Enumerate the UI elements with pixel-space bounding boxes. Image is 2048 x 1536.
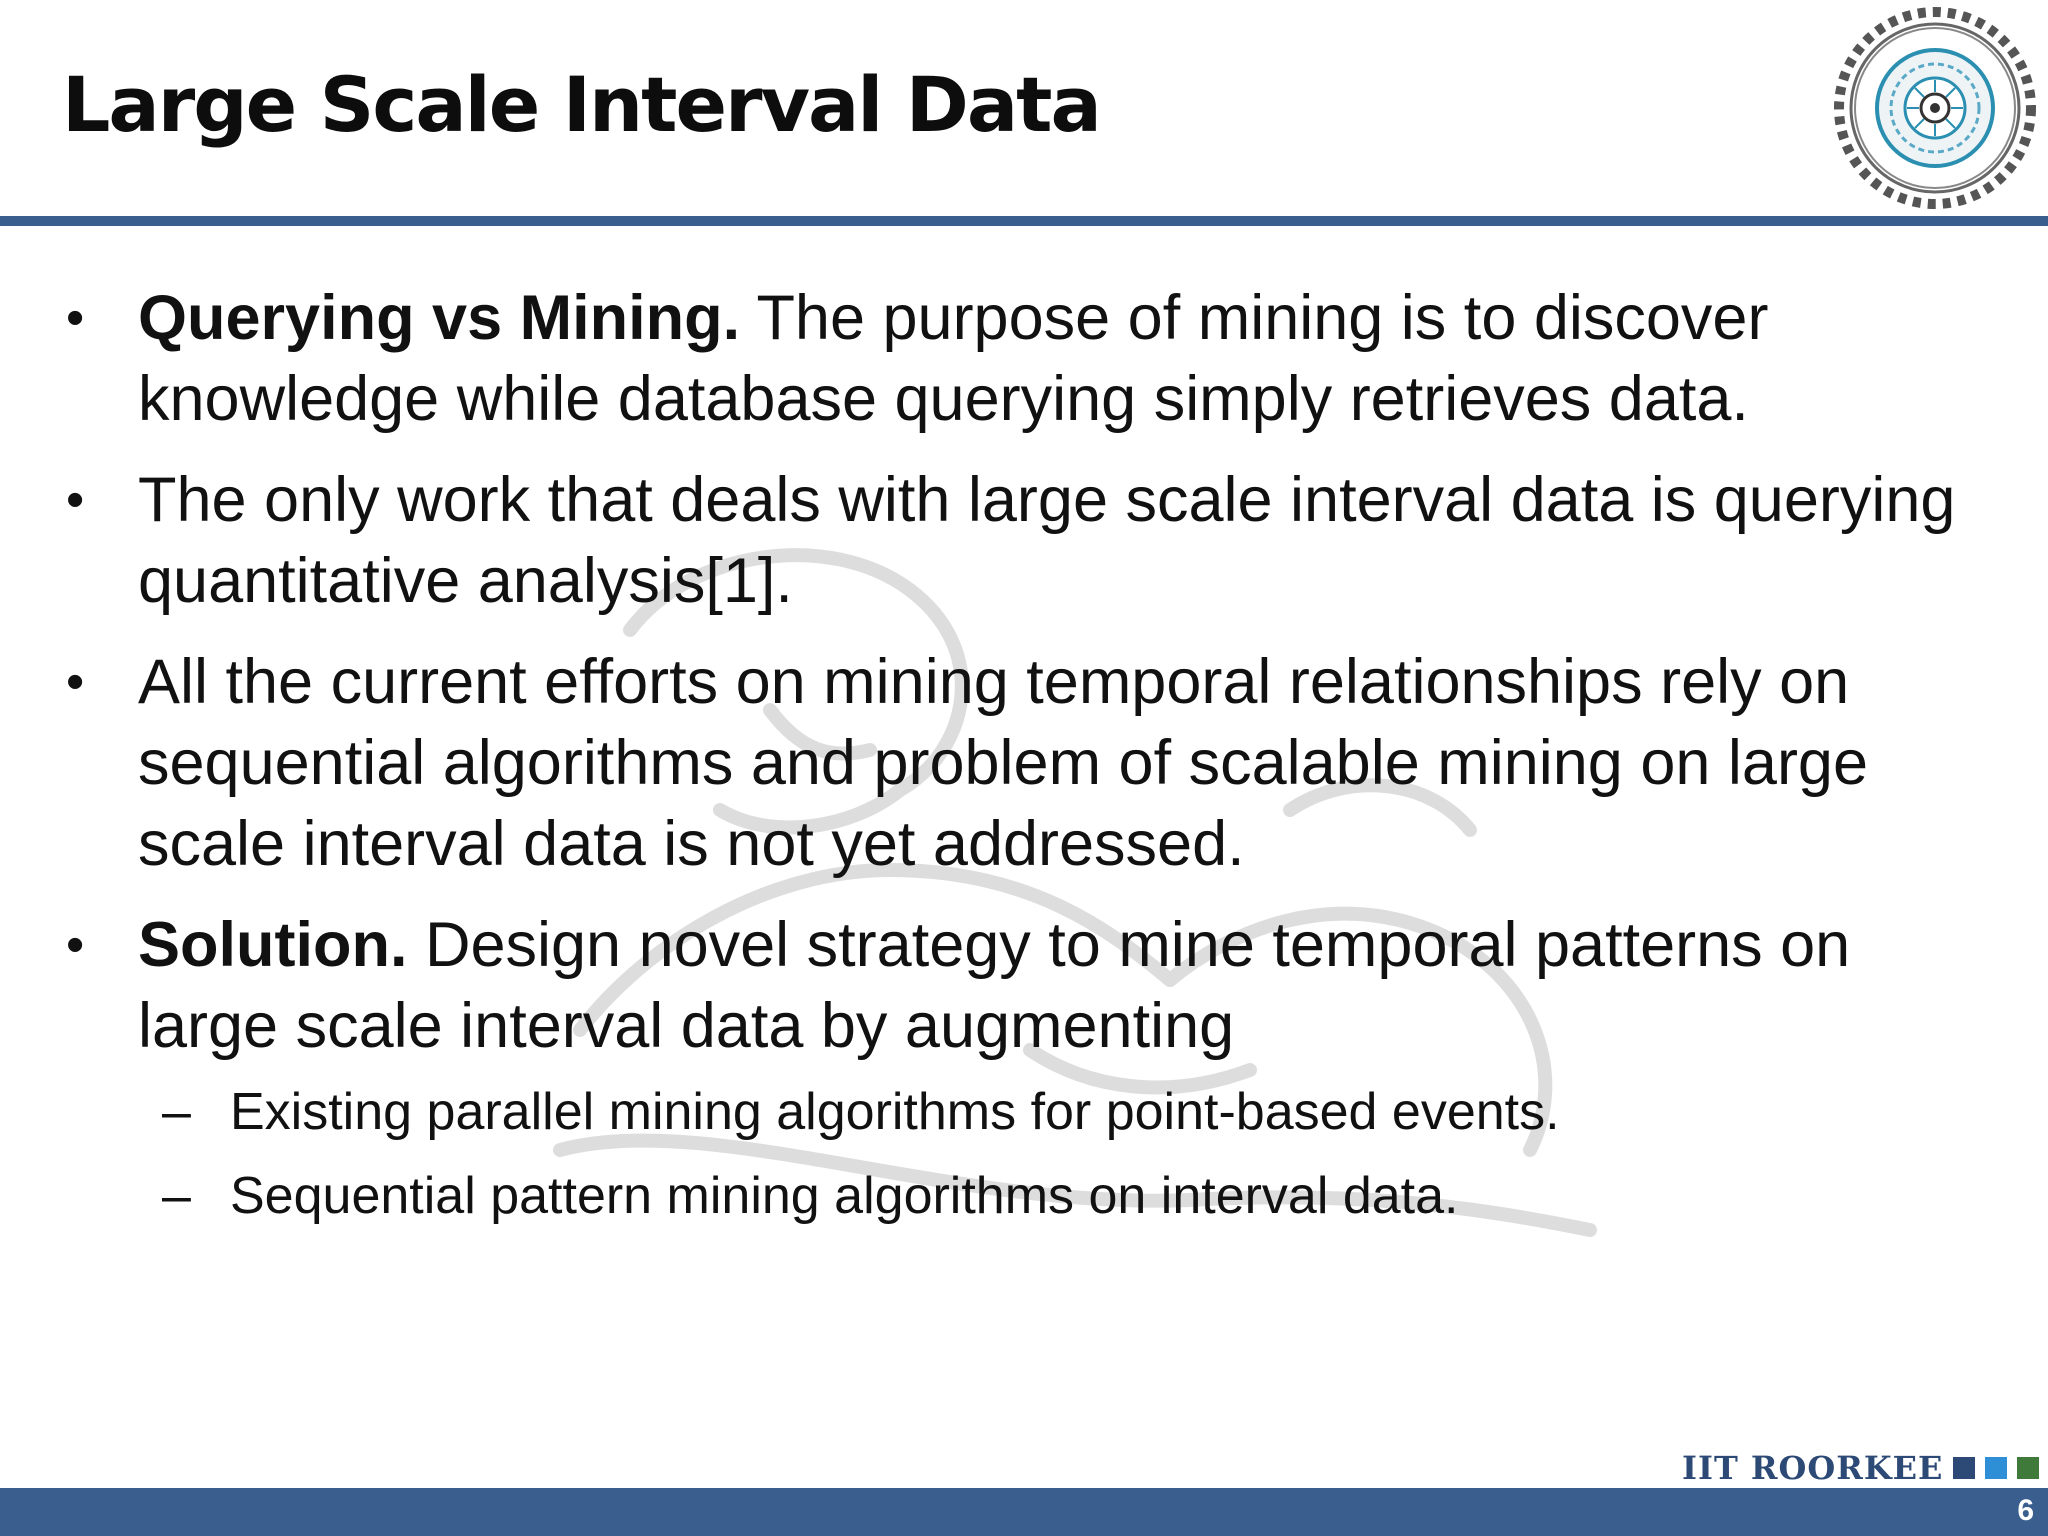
bullet-item [60, 278, 1960, 440]
bullet-item [60, 905, 1960, 1067]
sub-bullet-text: Sequential pattern mining algorithms on interval data. [230, 1167, 1459, 1225]
slide-title: Large Scale Interval Data [62, 60, 1100, 149]
institute-seal-icon [1829, 6, 2041, 211]
brand-square-icon [1953, 1457, 1975, 1479]
bullet-symbol: • [66, 653, 85, 711]
bullet-symbol: • [66, 471, 85, 529]
sub-bullet-item [162, 1155, 1960, 1237]
slide-body [60, 278, 1960, 1237]
footer-brand [1682, 1448, 2039, 1488]
sub-bullet-text: Existing parallel mining algorithms for point-based events. [230, 1083, 1560, 1141]
footer-bar [0, 1488, 2048, 1536]
bullet-symbol: • [66, 289, 85, 347]
bullet-text [138, 905, 1960, 1067]
brand-square-icon [1985, 1457, 2007, 1479]
bullet-text [138, 460, 1960, 622]
bullet-body: Design novel strategy to mine temporal patterns on large scale interval data by augmenting [138, 910, 1851, 1061]
bullet-text [138, 642, 1960, 885]
sub-bullet-symbol: – [162, 1167, 191, 1225]
sub-bullet-item [162, 1071, 1960, 1153]
title-divider [0, 216, 2048, 226]
bullet-bold-lead: Solution. [138, 910, 408, 980]
sub-bullet-symbol: – [162, 1083, 191, 1141]
brand-name: IIT ROORKEE [1682, 1449, 1944, 1487]
bullet-item [60, 460, 1960, 622]
brand-square-icon [2017, 1457, 2039, 1479]
bullet-text [138, 278, 1960, 440]
bullet-body: The only work that deals with large scale interval data is querying quantitative analysis[1]. [138, 465, 1956, 616]
bullet-body: The purpose of mining is to discover knowledge while database querying simply retrieves data. [138, 283, 1769, 434]
bullet-body: All the current efforts on mining temporal relationships rely on sequential algorithms and problem of scalable mining on large scale interval data is not yet addressed. [138, 647, 1869, 879]
bullet-bold-lead: Querying vs Mining. [138, 283, 741, 353]
page-number: 6 [2017, 1494, 2034, 1527]
bullet-symbol: • [66, 916, 85, 974]
bullet-item [60, 642, 1960, 885]
